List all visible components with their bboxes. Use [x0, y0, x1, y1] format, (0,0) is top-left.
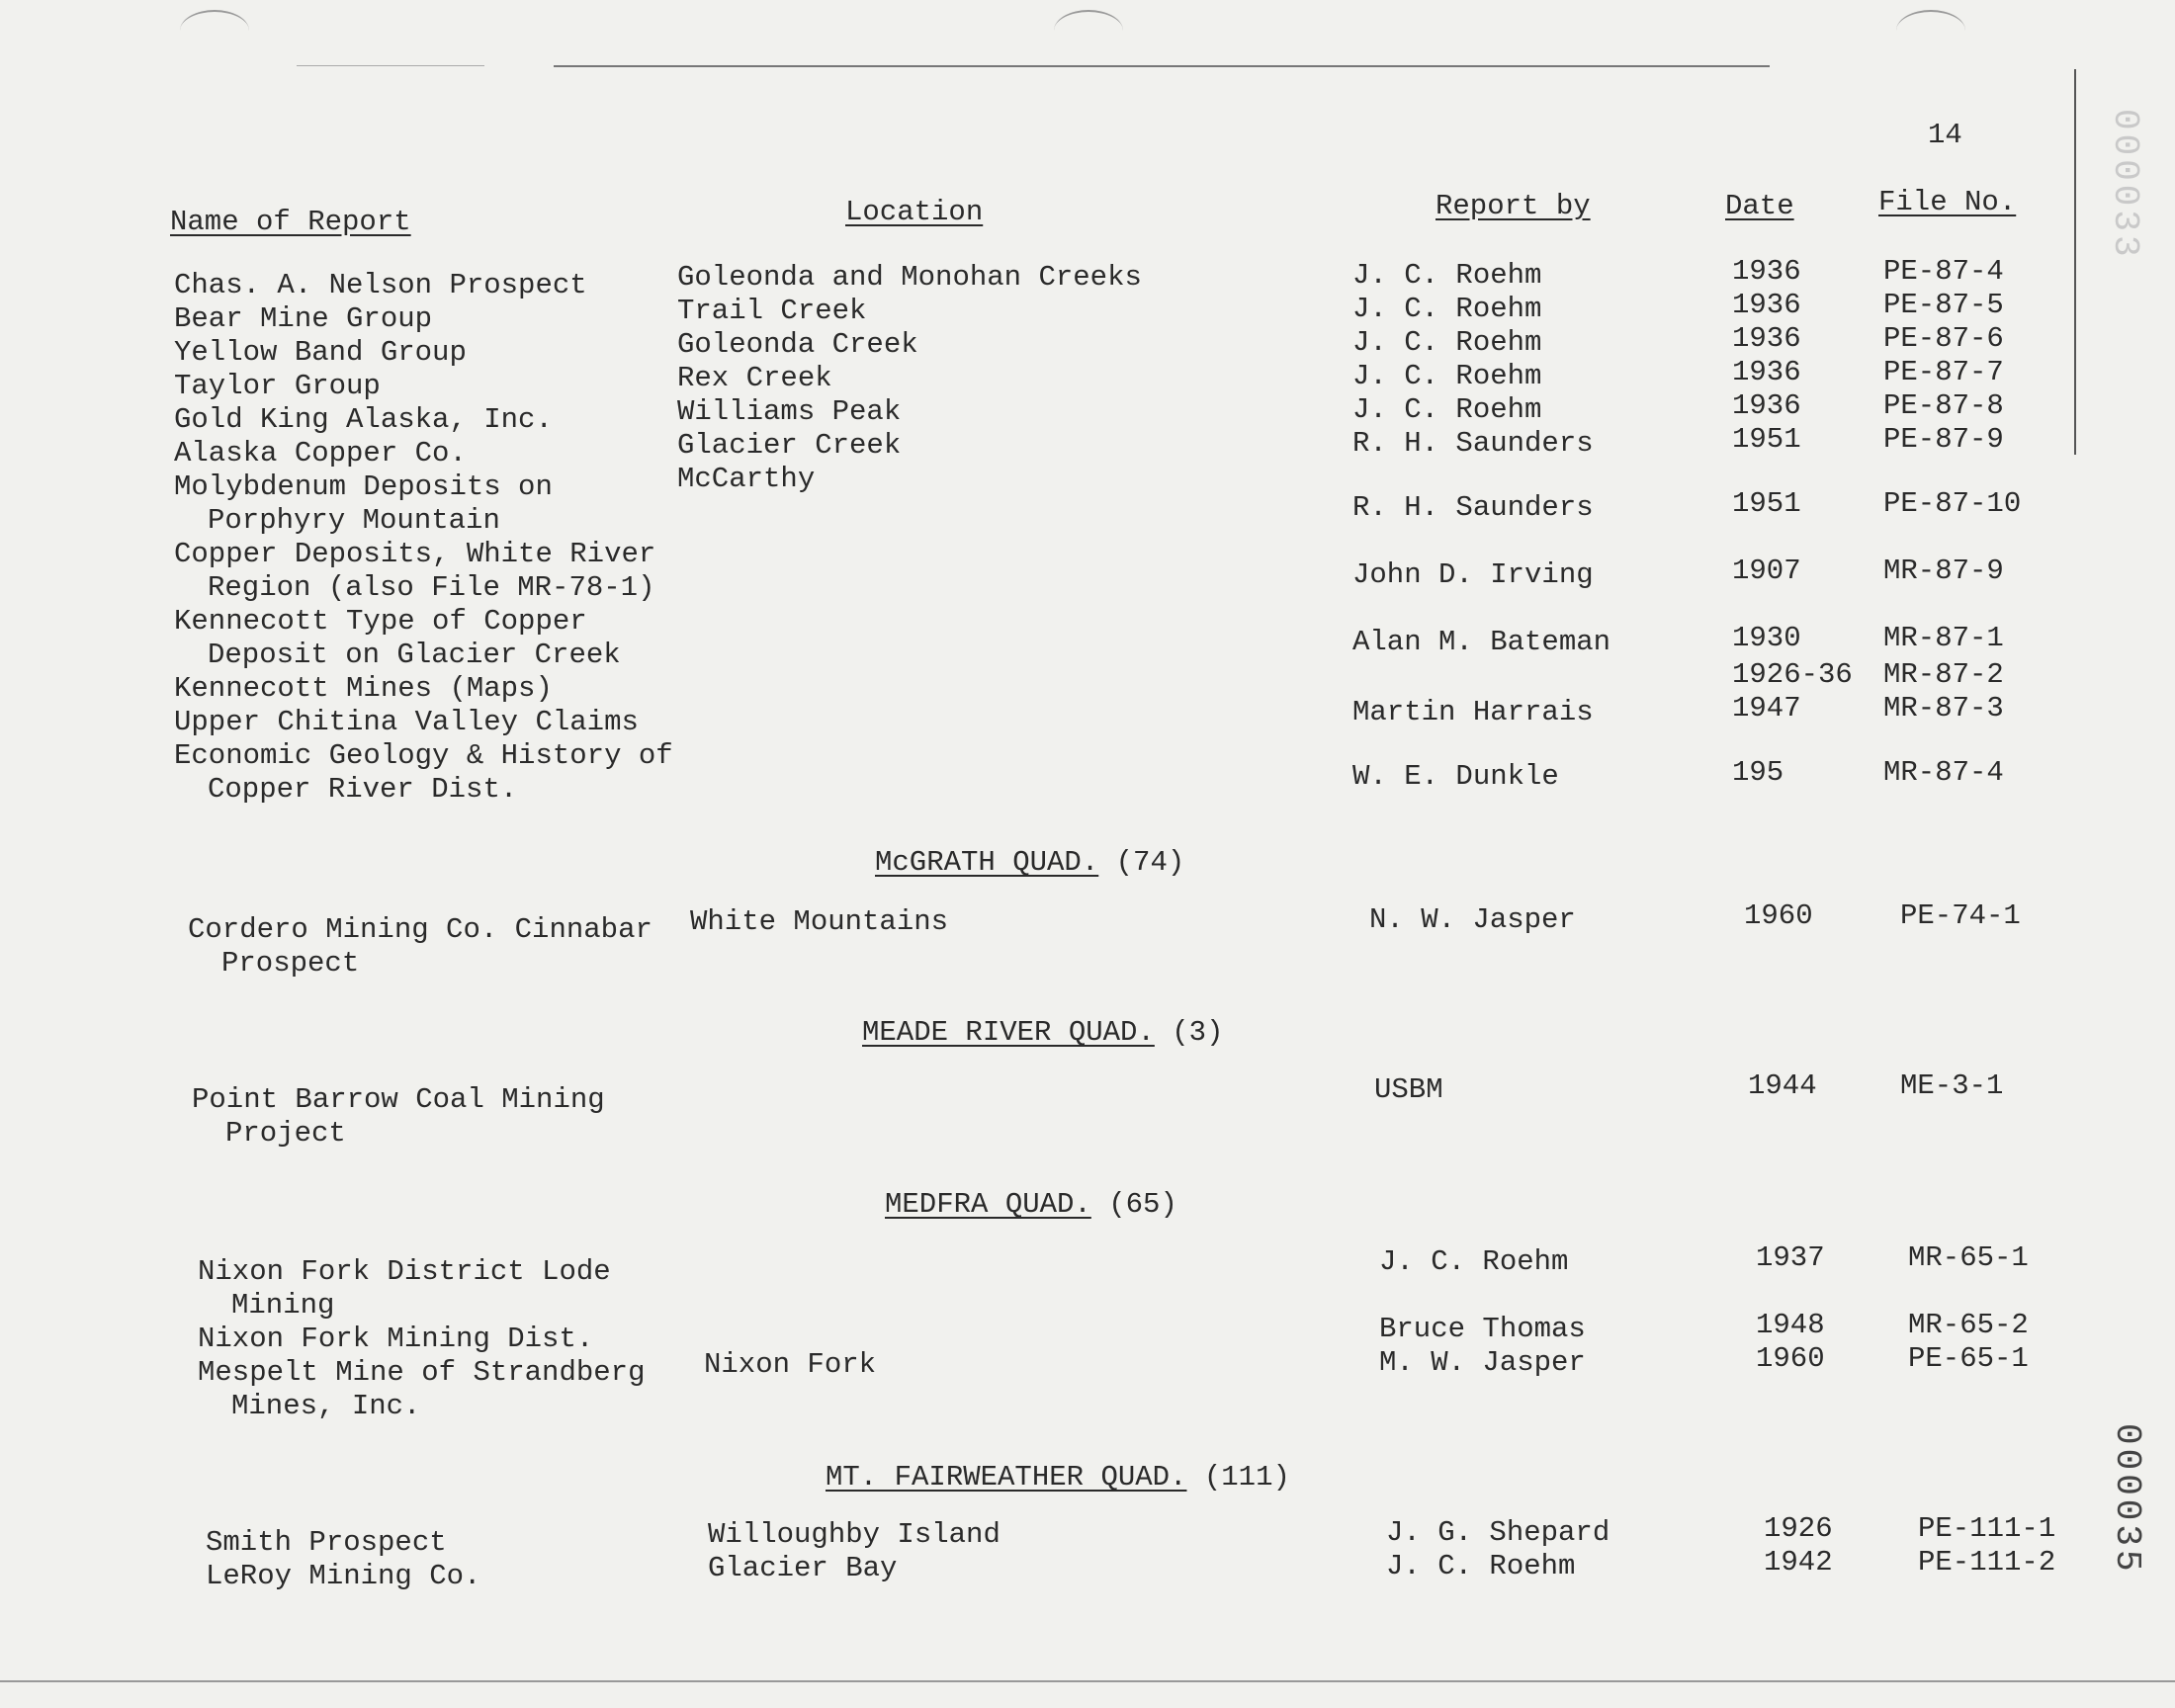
report-name: Mining [231, 1289, 335, 1322]
report-file-no: MR-87-9 [1883, 554, 2004, 587]
report-date: 1960 [1744, 899, 1813, 932]
report-author: J. C. Roehm [1386, 1550, 1576, 1582]
report-date: 1944 [1748, 1069, 1817, 1102]
quad-number: (74) [1098, 846, 1185, 879]
report-author: J. C. Roehm [1352, 360, 1542, 392]
report-name: Gold King Alaska, Inc. [174, 403, 553, 436]
stamp-top: 000033 [2105, 109, 2145, 261]
quad-title: MT. FAIRWEATHER QUAD. [826, 1461, 1187, 1494]
report-author: Bruce Thomas [1379, 1313, 1586, 1345]
report-file-no: PE-87-8 [1883, 389, 2004, 422]
report-location: Nixon Fork [704, 1348, 877, 1381]
header-file-no: File No. [1878, 186, 2017, 218]
quad-number: (111) [1186, 1461, 1290, 1494]
top-rule [297, 65, 484, 66]
report-file-no: PE-87-6 [1883, 322, 2004, 355]
report-author: Martin Harrais [1352, 696, 1594, 728]
report-location: White Mountains [690, 905, 949, 938]
report-name: Nixon Fork District Lode [198, 1255, 611, 1288]
report-date: 1936 [1732, 389, 1801, 422]
report-author: R. H. Saunders [1352, 427, 1594, 460]
report-location: Willoughby Island [708, 1518, 1000, 1551]
report-file-no: MR-87-1 [1883, 621, 2004, 654]
report-file-no: PE-111-2 [1918, 1546, 2056, 1579]
report-name: Mines, Inc. [231, 1390, 421, 1422]
quad-heading [862, 1016, 1223, 1050]
report-author: M. W. Jasper [1379, 1346, 1586, 1379]
stamp-bottom: 000035 [2107, 1423, 2147, 1576]
report-date: 1926 [1764, 1512, 1833, 1545]
report-file-no: PE-87-4 [1883, 255, 2004, 288]
report-name: Cordero Mining Co. Cinnabar [188, 913, 652, 946]
report-name: Prospect [221, 947, 360, 980]
report-name: Smith Prospect [206, 1526, 447, 1559]
header-report-by: Report by [1436, 190, 1591, 222]
report-file-no: MR-65-1 [1908, 1241, 2029, 1274]
report-author: J. C. Roehm [1352, 326, 1542, 359]
report-location: Glacier Creek [677, 429, 902, 462]
quad-title: MEDFRA QUAD. [885, 1188, 1091, 1221]
page-number: 14 [1928, 119, 1962, 151]
report-location: Williams Peak [677, 395, 902, 428]
report-date: 1936 [1732, 356, 1801, 388]
report-author: Alan M. Bateman [1352, 625, 1611, 658]
report-author: J. C. Roehm [1352, 393, 1542, 426]
report-file-no: PE-87-10 [1883, 486, 2022, 520]
report-name: Molybdenum Deposits on [174, 470, 553, 503]
report-name: LeRoy Mining Co. [206, 1560, 481, 1592]
report-date: 1926-36 [1732, 658, 1853, 691]
report-location: Goleonda and Monohan Creeks [677, 261, 1142, 294]
report-name: Project [225, 1117, 346, 1150]
report-date: 1960 [1756, 1342, 1825, 1375]
report-name: Deposit on Glacier Creek [208, 639, 621, 671]
report-author: J. G. Shepard [1386, 1516, 1610, 1549]
punch-hole [180, 10, 249, 51]
header-name: Name of Report [170, 206, 411, 238]
report-date: 1947 [1732, 692, 1801, 725]
report-file-no: PE-87-7 [1883, 356, 2004, 388]
report-author: USBM [1374, 1073, 1443, 1106]
report-file-no: MR-87-4 [1883, 755, 2004, 789]
report-location: Glacier Bay [708, 1552, 898, 1584]
report-date: 1936 [1732, 289, 1801, 321]
report-file-no: ME-3-1 [1900, 1069, 2004, 1102]
punch-hole [1054, 10, 1123, 51]
quad-title: McGRATH QUAD. [875, 846, 1099, 879]
report-date: 1930 [1732, 621, 1801, 654]
header-location: Location [845, 196, 984, 228]
quad-heading [875, 846, 1184, 880]
report-file-no: MR-65-2 [1908, 1309, 2029, 1341]
report-author: John D. Irving [1352, 557, 1594, 591]
quad-heading [885, 1188, 1177, 1222]
top-rule [554, 65, 1770, 67]
report-file-no: PE-87-9 [1883, 423, 2004, 456]
report-author: R. H. Saunders [1352, 490, 1594, 524]
report-author: J. C. Roehm [1379, 1245, 1569, 1278]
report-author: N. W. Jasper [1369, 903, 1576, 936]
report-name: Taylor Group [174, 370, 381, 402]
report-name: Copper Deposits, White River [174, 538, 656, 570]
quad-title: MEADE RIVER QUAD. [862, 1016, 1155, 1049]
report-location: Trail Creek [677, 295, 867, 327]
report-date: 1936 [1732, 322, 1801, 355]
report-name: Yellow Band Group [174, 336, 467, 369]
report-file-no: MR-87-3 [1883, 692, 2004, 725]
report-location: Goleonda Creek [677, 328, 918, 361]
report-name: Upper Chitina Valley Claims [174, 706, 639, 738]
header-date: Date [1725, 190, 1794, 222]
report-date: 1907 [1732, 554, 1801, 587]
report-name: Bear Mine Group [174, 302, 433, 335]
report-name: Mespelt Mine of Strandberg [198, 1356, 646, 1389]
report-author: W. E. Dunkle [1352, 759, 1559, 793]
report-date: 1942 [1764, 1546, 1833, 1579]
report-name: Economic Geology & History of [174, 739, 673, 772]
report-name: Point Barrow Coal Mining [192, 1083, 605, 1116]
quad-number: (65) [1090, 1188, 1177, 1221]
report-date: 1951 [1732, 423, 1801, 456]
report-name: Region (also File MR-78-1) [208, 571, 655, 604]
report-date: 1951 [1732, 486, 1801, 520]
report-name: Nixon Fork Mining Dist. [198, 1323, 594, 1355]
report-name: Porphyry Mountain [208, 504, 500, 537]
margin-rule [2074, 69, 2076, 455]
report-file-no: MR-87-2 [1883, 658, 2004, 691]
report-file-no: PE-65-1 [1908, 1342, 2029, 1375]
report-file-no: PE-87-5 [1883, 289, 2004, 321]
bottom-edge [0, 1680, 2175, 1682]
report-location: Rex Creek [677, 362, 832, 394]
report-file-no: PE-74-1 [1900, 899, 2021, 932]
quad-heading [826, 1461, 1290, 1494]
report-date: 1937 [1756, 1241, 1825, 1274]
report-date: 1948 [1756, 1309, 1825, 1341]
report-author: J. C. Roehm [1352, 259, 1542, 292]
report-file-no: PE-111-1 [1918, 1512, 2056, 1545]
punch-hole [1896, 10, 1965, 51]
report-author: J. C. Roehm [1352, 293, 1542, 325]
report-name: Kennecott Type of Copper [174, 605, 587, 638]
report-date: 195 [1732, 755, 1784, 789]
report-name: Alaska Copper Co. [174, 437, 467, 470]
quad-number: (3) [1154, 1016, 1224, 1049]
report-name: Chas. A. Nelson Prospect [174, 269, 587, 301]
report-name: Copper River Dist. [208, 773, 518, 806]
report-name: Kennecott Mines (Maps) [174, 672, 553, 705]
report-location: McCarthy [677, 463, 816, 495]
report-date: 1936 [1732, 255, 1801, 288]
